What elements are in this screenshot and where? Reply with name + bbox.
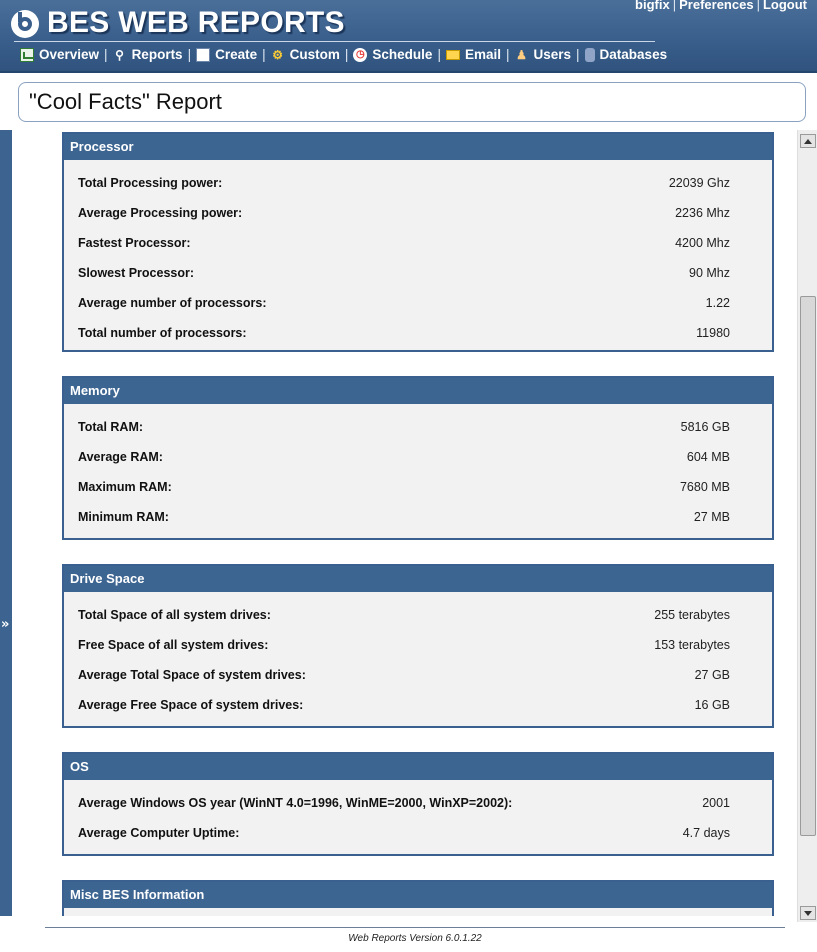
row-value: 5816 GB bbox=[680, 420, 730, 434]
nav-users[interactable] bbox=[515, 47, 572, 62]
section-header: Memory bbox=[64, 378, 772, 404]
nav-email-label: Email bbox=[464, 47, 501, 62]
preferences-link[interactable]: Preferences bbox=[679, 0, 754, 12]
nav-custom-label: Custom bbox=[289, 47, 340, 62]
section-misc-bes-information bbox=[62, 880, 774, 916]
row-label: Slowest Processor: bbox=[78, 266, 195, 280]
document-icon bbox=[196, 48, 210, 62]
bigfix-logo-icon bbox=[11, 10, 39, 38]
row-value: 604 MB bbox=[686, 450, 730, 464]
scroll-down-button[interactable] bbox=[800, 906, 816, 920]
nav-databases[interactable] bbox=[585, 47, 668, 62]
nav-separator: | bbox=[187, 47, 192, 62]
scroll-up-icon bbox=[804, 139, 812, 144]
section-memory bbox=[62, 376, 774, 540]
row-value: 16 GB bbox=[694, 698, 730, 712]
nav-schedule[interactable] bbox=[353, 47, 432, 62]
title-divider bbox=[14, 41, 655, 42]
report-title-box bbox=[18, 82, 806, 122]
nav-custom[interactable] bbox=[271, 47, 340, 62]
row-value: 4200 Mhz bbox=[675, 236, 730, 250]
scroll-up-button[interactable] bbox=[800, 134, 816, 148]
row-label: Average RAM: bbox=[78, 450, 163, 464]
row-label: Total RAM: bbox=[78, 420, 144, 434]
nav-separator: | bbox=[104, 47, 108, 62]
row-value: 1.22 bbox=[705, 296, 730, 310]
table-row bbox=[64, 501, 772, 531]
table-row bbox=[64, 167, 772, 197]
row-value: 22039 Ghz bbox=[668, 176, 730, 190]
footer-divider bbox=[45, 927, 785, 928]
table-row bbox=[64, 227, 772, 257]
row-label: Average number of processors: bbox=[78, 296, 267, 310]
row-label: Total Space of all system drives: bbox=[78, 608, 271, 622]
link-separator: | bbox=[756, 0, 760, 12]
nav-reports[interactable] bbox=[113, 47, 183, 62]
sidebar-collapse-strip[interactable] bbox=[0, 130, 12, 916]
app-title: BES WEB REPORTS bbox=[47, 6, 345, 39]
user-icon: ♟ bbox=[516, 47, 527, 62]
table-row bbox=[64, 817, 772, 847]
nav-separator: | bbox=[437, 47, 441, 62]
row-value: 2236 Mhz bbox=[675, 206, 730, 220]
row-value: 4.7 days bbox=[682, 826, 730, 840]
nav-separator: | bbox=[262, 47, 266, 62]
nav-users-label: Users bbox=[533, 47, 572, 62]
table-row bbox=[64, 629, 772, 659]
table-row bbox=[64, 471, 772, 501]
section-header: OS bbox=[64, 754, 772, 780]
row-label: Free Space of all system drives: bbox=[78, 638, 269, 652]
section-header: Processor bbox=[64, 134, 772, 160]
row-label: Average Processing power: bbox=[78, 206, 243, 220]
overview-icon bbox=[20, 48, 34, 62]
scroll-down-icon bbox=[804, 911, 812, 916]
row-label: Fastest Processor: bbox=[78, 236, 191, 250]
section-header: Misc BES Information bbox=[64, 882, 772, 908]
row-value: 11980 bbox=[696, 326, 730, 340]
content-scrollbar[interactable] bbox=[797, 130, 817, 922]
section-os bbox=[62, 752, 774, 856]
row-label: Average Total Space of system drives: bbox=[78, 668, 306, 682]
nav-reports-label: Reports bbox=[131, 47, 183, 62]
scroll-thumb[interactable] bbox=[800, 296, 816, 836]
row-label: Average Computer Uptime: bbox=[78, 826, 240, 840]
nav-email[interactable] bbox=[446, 47, 501, 62]
link-separator: | bbox=[672, 0, 677, 12]
table-row bbox=[64, 287, 772, 317]
database-icon bbox=[585, 48, 595, 62]
nav-databases-label: Databases bbox=[599, 47, 668, 62]
table-row bbox=[64, 411, 772, 441]
version-text: Web Reports Version 6.0.1.22 bbox=[348, 933, 482, 944]
row-label: Average Windows OS year (WinNT 4.0=1996, WinME=2000, WinXP=2002): bbox=[78, 796, 513, 810]
app-header bbox=[0, 0, 817, 73]
row-value: 27 GB bbox=[694, 668, 730, 682]
row-value: 153 terabytes bbox=[654, 638, 730, 652]
top-links bbox=[635, 0, 807, 12]
row-label: Minimum RAM: bbox=[78, 510, 169, 524]
nav-separator: | bbox=[505, 47, 510, 62]
table-row bbox=[64, 787, 772, 817]
logout-link[interactable]: Logout bbox=[762, 0, 807, 12]
row-label: Maximum RAM: bbox=[78, 480, 172, 494]
row-label: Total Processing power: bbox=[78, 176, 223, 190]
nav-schedule-label: Schedule bbox=[372, 47, 433, 62]
row-value: 90 Mhz bbox=[689, 266, 730, 280]
row-value: 2001 bbox=[702, 796, 730, 810]
clock-icon: ◷ bbox=[353, 48, 367, 62]
nav-separator: | bbox=[344, 47, 349, 62]
report-content bbox=[12, 130, 797, 916]
section-header: Drive Space bbox=[64, 566, 772, 592]
magnifier-icon: ⚲ bbox=[115, 47, 124, 62]
nav-overview[interactable] bbox=[20, 47, 99, 62]
section-processor bbox=[62, 132, 774, 352]
table-row bbox=[64, 689, 772, 719]
expand-sidebar-icon[interactable]: » bbox=[1, 617, 10, 632]
table-row bbox=[64, 441, 772, 471]
table-row bbox=[64, 659, 772, 689]
nav-overview-label: Overview bbox=[39, 47, 100, 62]
table-row bbox=[64, 197, 772, 227]
gear-icon: ⚙ bbox=[272, 47, 284, 62]
main-nav bbox=[20, 47, 667, 62]
row-value: 255 terabytes bbox=[654, 608, 730, 622]
row-label: Average Free Space of system drives: bbox=[78, 698, 304, 712]
page-title: "Cool Facts" Report bbox=[29, 89, 222, 114]
user-link[interactable]: bigfix bbox=[635, 0, 670, 12]
section-drive-space bbox=[62, 564, 774, 728]
nav-create[interactable] bbox=[196, 47, 257, 62]
table-row bbox=[64, 257, 772, 287]
row-value: 7680 MB bbox=[679, 480, 730, 494]
nav-separator: | bbox=[576, 47, 580, 62]
table-row bbox=[64, 599, 772, 629]
table-row bbox=[64, 317, 772, 347]
envelope-icon bbox=[446, 50, 460, 60]
nav-create-label: Create bbox=[215, 47, 258, 62]
row-label: Total number of processors: bbox=[78, 326, 247, 340]
row-value: 27 MB bbox=[693, 510, 730, 524]
